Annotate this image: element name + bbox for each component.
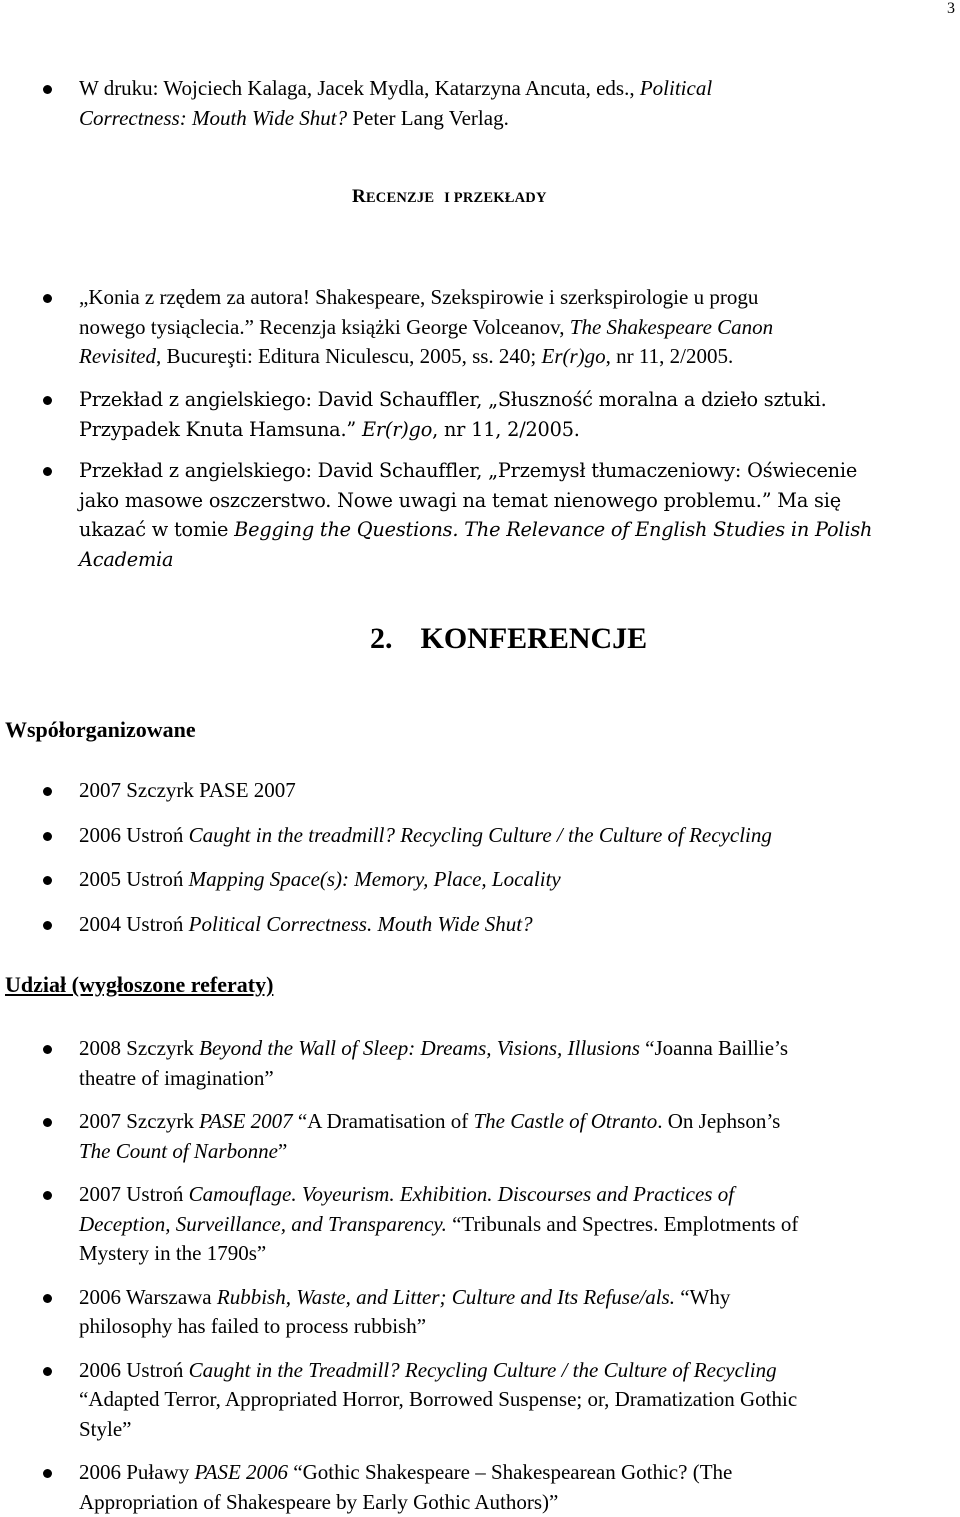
list-item: 2007 Szczyrk PASE 2007 “A Dramatisation of The Castle of Otranto. On Jephson’s The Count of Narbonne” [0,1107,960,1166]
przeklady-list [0,456,960,574]
list-item: 2006 Warszawa Rubbish, Waste, and Litter; Culture and Its Refuse/als. “Why philosophy has failed to process rubbish” [0,1283,960,1342]
list-item: Przekład z angielskiego: David Schauffler, „Przemysł tłumaczeniowy: Oświecenie jako masowe oszczerstwo. Nowe uwagi na temat nienowego problemu.” Ma się ukazać w tomie Begging the Questions. The Relevance of English Studies in Polish Academia [0,456,960,574]
item-title: Correctness: Mouth Wide Shut? [79,105,348,130]
list-item: 2006 Ustroń Caught in the treadmill? Recycling Culture / the Culture of Recycling [0,821,960,851]
page-number: 3 [947,0,955,17]
section-heading-konferencje: 2. KONFERENCJE [370,622,648,655]
section-heading-recenzje: RECENZJE I PRZEKŁADY [352,186,547,207]
in-print-list [0,74,960,133]
list-item: „Konia z rzędem za autora! Shakespeare, Szekspirowie i szerkspirologie u progu nowego tysiąclecia.” Recenzja książki George Volceanov, The Shakespeare Canon Revisited, Bucureşti: Editura Niculescu, 2005, ss. 240; Er(r)go, nr 11, 2/2005. [0,283,960,372]
list-item: 2008 Szczyrk Beyond the Wall of Sleep: Dreams, Visions, Illusions “Joanna Baillie’s theatre of imagination” [0,1034,960,1093]
list-item: 2005 Ustroń Mapping Space(s): Memory, Place, Locality [0,865,960,895]
list-item: 2006 Ustroń Caught in the Treadmill? Recycling Culture / the Culture of Recycling “Adapted Terror, Appropriated Horror, Borrowed Suspense; or, Dramatization Gothic Style” [0,1356,960,1445]
item-text: W druku: Wojciech Kalaga, Jacek Mydla, Katarzyna Ancuta, eds., [79,76,640,100]
list-item: 2007 Szczyrk PASE 2007 [0,776,960,806]
przeklady-list [0,385,960,444]
subheading-wspolorganizowane: Współorganizowane [5,717,196,742]
list-item [0,74,960,133]
recenzje-list [0,283,960,372]
list-item: 2004 Ustroń Political Correctness. Mouth Wide Shut? [0,910,960,940]
subheading-udzial: Udział (wygłoszone referaty) [5,972,274,997]
item-text: Peter Lang Verlag. [347,105,509,130]
udzial-list [0,1034,960,1517]
list-item: Przekład z angielskiego: David Schauffler, „Słuszność moralna a dzieło sztuki. Przypadek Knuta Hamsuna.” Er(r)go, nr 11, 2/2005. [0,385,960,444]
list-item: 2007 Ustroń Camouflage. Voyeurism. Exhibition. Discourses and Practices of Deception, Surveillance, and Transparency. “Tribunals and Spectres. Emplotments of Mystery in the 1790s” [0,1180,960,1269]
item-title: Political [639,76,713,100]
list-item: 2006 Puławy PASE 2006 “Gothic Shakespeare – Shakespearean Gothic? (The Appropriation of Shakespeare by Early Gothic Authors)” [0,1458,960,1517]
wspolorganizowane-list [0,776,960,939]
